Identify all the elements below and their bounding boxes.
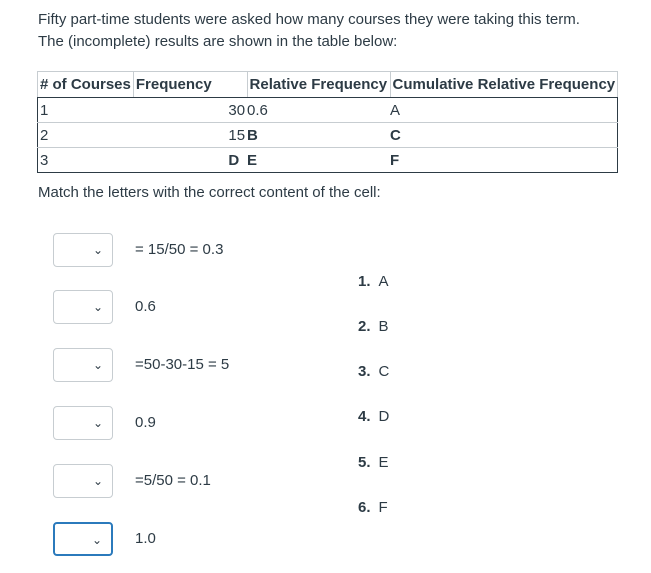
intro-line-1: Fifty part-time students were asked how many courses they were taking this term. xyxy=(38,11,580,28)
header-courses: # of Courses xyxy=(38,72,134,98)
statement-text: 0.6 xyxy=(135,298,156,315)
answer-select[interactable] xyxy=(53,522,113,556)
answer-option xyxy=(358,454,389,471)
statement-text: 0.9 xyxy=(135,414,156,431)
table-row xyxy=(38,98,618,123)
chevron-down-icon: ⌄ xyxy=(91,533,102,547)
table-row xyxy=(38,123,618,148)
table-header-row xyxy=(38,72,618,98)
answer-number: 3. xyxy=(358,363,371,380)
chevron-down-icon: ⌄ xyxy=(92,358,103,372)
answer-letter: D xyxy=(378,408,390,425)
answer-option xyxy=(358,499,388,516)
chevron-down-icon: ⌄ xyxy=(92,474,103,488)
statement-text: =50-30-15 = 5 xyxy=(135,356,230,373)
table-cell: E xyxy=(247,151,258,169)
answer-number: 2. xyxy=(358,318,371,335)
header-cumulative-relative-frequency: Cumulative Relative Frequency xyxy=(390,72,618,98)
answer-letter: E xyxy=(378,454,389,471)
answer-option xyxy=(358,318,389,335)
table-cell: 15 xyxy=(133,123,247,148)
table-cell: 3 xyxy=(40,151,49,169)
answer-number: 5. xyxy=(358,454,371,471)
statement-text: 1.0 xyxy=(135,530,156,547)
header-frequency: Frequency xyxy=(133,72,247,98)
statement-text: = 15/50 = 0.3 xyxy=(135,241,224,258)
answer-select[interactable] xyxy=(53,290,113,324)
answer-select[interactable] xyxy=(53,348,113,382)
answer-select[interactable] xyxy=(53,464,113,498)
answer-number: 6. xyxy=(358,499,371,516)
match-prompt: Match the letters with the correct content of the cell: xyxy=(38,184,381,201)
table-cell: 30 xyxy=(133,98,247,123)
table-cell: C xyxy=(390,123,618,148)
answer-option xyxy=(358,363,389,380)
answer-number: 1. xyxy=(358,273,371,290)
frequency-table xyxy=(37,71,618,173)
intro-line-2: The (incomplete) results are shown in the table below: xyxy=(38,33,398,50)
answer-select[interactable] xyxy=(53,406,113,440)
answer-option xyxy=(358,273,389,290)
table-cell: 2 xyxy=(38,123,134,148)
answer-number: 4. xyxy=(358,408,371,425)
answer-letter: C xyxy=(378,363,390,380)
table-cell: 1 xyxy=(38,98,134,123)
answer-option xyxy=(358,408,389,425)
table-cell: B xyxy=(247,123,390,148)
answer-select[interactable] xyxy=(53,233,113,267)
table-cell: D xyxy=(228,151,240,169)
header-relative-frequency: Relative Frequency xyxy=(247,72,390,98)
statement-text: =5/50 = 0.1 xyxy=(135,472,211,489)
table-cell: F xyxy=(390,151,400,169)
answer-letter: A xyxy=(378,273,389,290)
chevron-down-icon: ⌄ xyxy=(92,416,103,430)
answer-letter: F xyxy=(378,499,388,516)
table-cell: 0.6 xyxy=(247,98,390,123)
chevron-down-icon: ⌄ xyxy=(92,243,103,257)
answer-letter: B xyxy=(378,318,389,335)
table-row xyxy=(38,148,618,173)
chevron-down-icon: ⌄ xyxy=(92,300,103,314)
table-cell: A xyxy=(390,98,618,123)
question-text xyxy=(38,9,638,53)
